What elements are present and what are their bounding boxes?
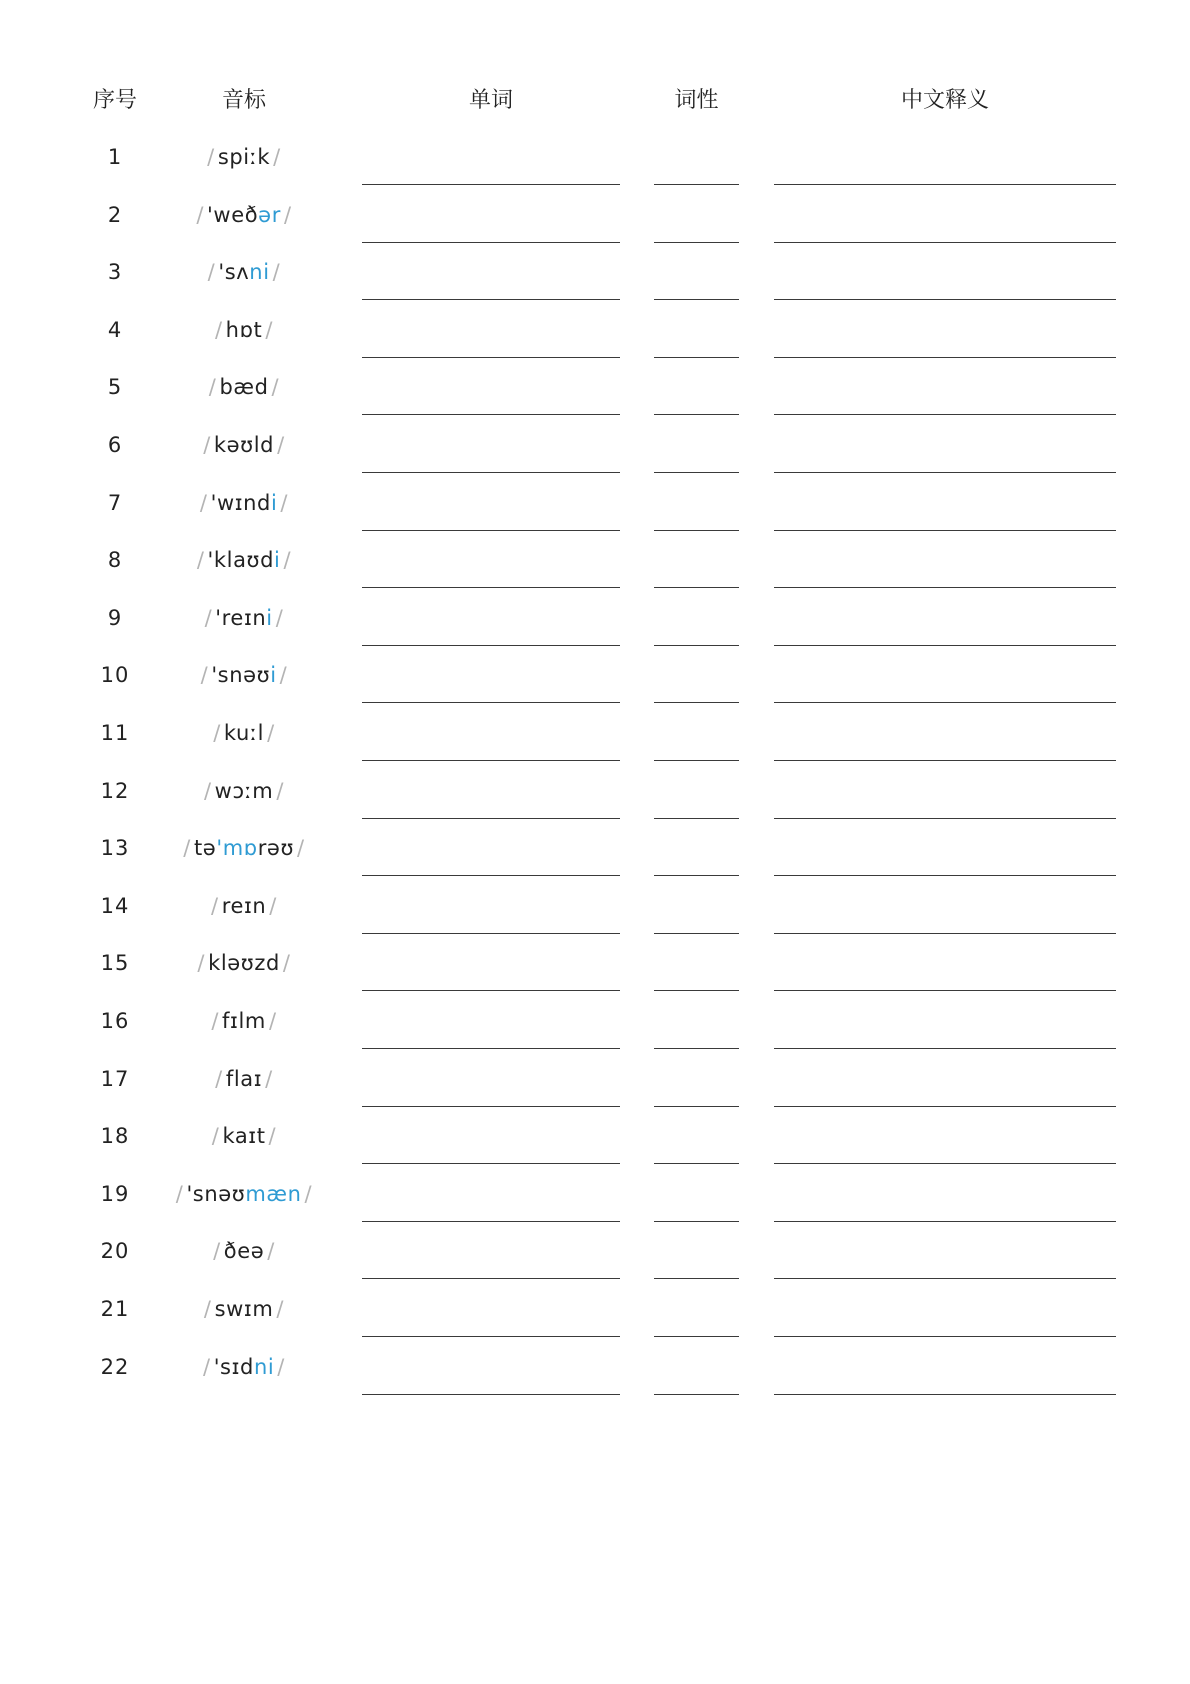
- pos-blank-line: [654, 587, 739, 588]
- word-blank-line: [362, 1106, 620, 1107]
- slash-close: /: [283, 202, 292, 227]
- phonetic-transcription: [159, 1059, 329, 1099]
- vocab-row: [0, 1059, 1190, 1117]
- phonetic-transcription: [159, 425, 329, 465]
- row-number: 11: [100, 721, 130, 745]
- row-number: 4: [107, 317, 123, 342]
- pos-blank-line: [654, 299, 739, 300]
- phonetic-segment: tə: [193, 836, 217, 861]
- slash-open: /: [214, 317, 223, 342]
- vocab-row: [0, 1001, 1190, 1059]
- phonetic-segment: 'sʌ: [218, 260, 250, 285]
- slash-close: /: [273, 145, 281, 169]
- row-number: 12: [100, 778, 130, 803]
- word-blank-line: [362, 357, 620, 358]
- phonetic-segment: rəʊ: [257, 836, 295, 861]
- phonetic-segment: kləʊzd: [208, 951, 280, 976]
- phonetic-segment: kəʊld: [213, 433, 275, 457]
- slash-close: /: [267, 1239, 275, 1264]
- vocab-row: [0, 137, 1190, 195]
- slash-close: /: [280, 490, 289, 515]
- meaning-blank-line: [774, 760, 1116, 761]
- phonetic-segment: 'reɪn: [215, 605, 267, 630]
- phonetic-highlight: mæn: [245, 1181, 302, 1206]
- slash-close: /: [276, 778, 285, 803]
- pos-blank-line: [654, 530, 739, 531]
- pos-blank-line: [654, 1048, 739, 1049]
- slash-open: /: [203, 1297, 212, 1321]
- slash-close: /: [268, 1124, 277, 1149]
- word-blank-line: [362, 242, 620, 243]
- slash-open: /: [196, 548, 205, 573]
- phonetic-segment: hɒt: [225, 317, 263, 342]
- phonetic-segment: wɔːm: [214, 778, 274, 803]
- row-number: 17: [100, 1066, 130, 1091]
- slash-open: /: [203, 433, 211, 457]
- vocab-row: [0, 367, 1190, 425]
- row-number: 9: [107, 605, 123, 630]
- row-number: 21: [100, 1297, 130, 1321]
- row-number: 3: [107, 260, 123, 285]
- slash-open: /: [204, 605, 213, 630]
- row-number: 2: [107, 202, 123, 227]
- vocab-row: [0, 771, 1190, 829]
- slash-close: /: [304, 1181, 313, 1206]
- row-number: 19: [100, 1181, 130, 1206]
- word-blank-line: [362, 645, 620, 646]
- slash-close: /: [275, 605, 284, 630]
- phonetic-highlight: ni: [249, 260, 270, 285]
- phonetic-segment: swɪm: [214, 1297, 274, 1321]
- row-number: 18: [100, 1124, 130, 1149]
- row-number: 22: [100, 1354, 130, 1379]
- row-number: 8: [107, 548, 123, 573]
- meaning-blank-line: [774, 242, 1116, 243]
- vocab-row: [0, 1347, 1190, 1405]
- slash-close: /: [268, 1009, 277, 1033]
- meaning-blank-line: [774, 818, 1116, 819]
- phonetic-segment: ðeə: [223, 1239, 265, 1264]
- word-blank-line: [362, 1278, 620, 1279]
- slash-open: /: [183, 836, 191, 861]
- phonetic-transcription: [159, 1231, 329, 1271]
- pos-blank-line: [654, 414, 739, 415]
- header-word: 单词: [468, 88, 513, 113]
- meaning-blank-line: [774, 1221, 1116, 1222]
- meaning-blank-line: [774, 357, 1116, 358]
- slash-open: /: [211, 1124, 220, 1149]
- phonetic-segment: 'snəʊ: [186, 1181, 246, 1206]
- pos-blank-line: [654, 184, 739, 185]
- meaning-blank-line: [774, 933, 1116, 934]
- meaning-blank-line: [774, 1336, 1116, 1337]
- meaning-blank-line: [774, 875, 1116, 876]
- row-number: 10: [100, 663, 130, 688]
- meaning-blank-line: [774, 990, 1116, 991]
- pos-blank-line: [654, 1106, 739, 1107]
- slash-close: /: [277, 433, 285, 457]
- slash-open: /: [199, 490, 208, 515]
- word-blank-line: [362, 990, 620, 991]
- phonetic-transcription: [159, 1174, 329, 1214]
- slash-close: /: [267, 721, 275, 745]
- slash-open: /: [213, 721, 221, 745]
- row-number: 6: [107, 433, 123, 457]
- phonetic-highlight: ər: [258, 202, 281, 227]
- slash-close: /: [269, 893, 277, 918]
- meaning-blank-line: [774, 530, 1116, 531]
- meaning-blank-line: [774, 414, 1116, 415]
- phonetic-transcription: [159, 1116, 329, 1156]
- vocab-row: [0, 886, 1190, 944]
- meaning-blank-line: [774, 1106, 1116, 1107]
- word-blank-line: [362, 1221, 620, 1222]
- pos-blank-line: [654, 933, 739, 934]
- meaning-blank-line: [774, 645, 1116, 646]
- word-blank-line: [362, 818, 620, 819]
- slash-close: /: [265, 317, 274, 342]
- slash-close: /: [277, 1354, 285, 1379]
- word-blank-line: [362, 587, 620, 588]
- phonetic-highlight: 'mɒ: [216, 836, 258, 861]
- phonetic-transcription: [159, 367, 329, 407]
- row-number: 7: [107, 490, 123, 515]
- slash-close: /: [276, 1297, 285, 1321]
- row-number: 20: [100, 1239, 130, 1264]
- pos-blank-line: [654, 242, 739, 243]
- phonetic-transcription: [159, 598, 329, 638]
- word-blank-line: [362, 299, 620, 300]
- header-part-of-speech: 词性: [674, 88, 719, 113]
- slash-close: /: [283, 548, 292, 573]
- vocab-row: [0, 252, 1190, 310]
- meaning-blank-line: [774, 587, 1116, 588]
- vocab-row: [0, 1174, 1190, 1232]
- slash-open: /: [200, 663, 209, 688]
- meaning-blank-line: [774, 299, 1116, 300]
- phonetic-transcription: [159, 828, 329, 868]
- phonetic-transcription: [159, 655, 329, 695]
- word-blank-line: [362, 1394, 620, 1395]
- vocab-row: [0, 828, 1190, 886]
- meaning-blank-line: [774, 1163, 1116, 1164]
- slash-close: /: [282, 951, 291, 976]
- phonetic-highlight: i: [274, 548, 281, 573]
- slash-open: /: [197, 951, 206, 976]
- word-blank-line: [362, 184, 620, 185]
- slash-open: /: [215, 1066, 223, 1091]
- meaning-blank-line: [774, 472, 1116, 473]
- row-number: 14: [100, 893, 130, 918]
- slash-close: /: [279, 663, 288, 688]
- phonetic-segment: 'wɪnd: [210, 490, 271, 515]
- vocab-row: [0, 425, 1190, 483]
- slash-open: /: [196, 202, 205, 227]
- phonetic-transcription: [159, 886, 329, 926]
- header-phonetic: 音标: [221, 88, 266, 113]
- phonetic-transcription: [159, 137, 329, 177]
- vocab-row: [0, 943, 1190, 1001]
- slash-open: /: [203, 1354, 211, 1379]
- vocab-row: [0, 1116, 1190, 1174]
- meaning-blank-line: [774, 1394, 1116, 1395]
- vocab-row: [0, 310, 1190, 368]
- word-blank-line: [362, 414, 620, 415]
- header-chinese-meaning: 中文释义: [900, 88, 989, 113]
- pos-blank-line: [654, 357, 739, 358]
- slash-open: /: [203, 778, 212, 803]
- slash-open: /: [207, 260, 216, 285]
- phonetic-segment: 'klaʊd: [207, 548, 275, 573]
- phonetic-highlight: i: [270, 663, 277, 688]
- phonetic-transcription: [159, 195, 329, 235]
- vocab-row: [0, 540, 1190, 598]
- phonetic-segment: 'snəʊ: [211, 663, 271, 688]
- pos-blank-line: [654, 818, 739, 819]
- phonetic-segment: kuːl: [223, 721, 265, 745]
- row-number: 1: [107, 145, 123, 169]
- vocab-row: [0, 483, 1190, 541]
- phonetic-segment: 'sɪd: [213, 1354, 254, 1379]
- meaning-blank-line: [774, 184, 1116, 185]
- word-blank-line: [362, 472, 620, 473]
- phonetic-transcription: [159, 771, 329, 811]
- pos-blank-line: [654, 1163, 739, 1164]
- word-blank-line: [362, 1336, 620, 1337]
- slash-close: /: [272, 260, 281, 285]
- phonetic-transcription: [159, 1347, 329, 1387]
- phonetic-highlight: ni: [253, 1354, 275, 1379]
- phonetic-segment: reɪn: [221, 893, 267, 918]
- meaning-blank-line: [774, 1048, 1116, 1049]
- word-blank-line: [362, 1048, 620, 1049]
- phonetic-segment: kaɪt: [222, 1124, 266, 1149]
- phonetic-transcription: [159, 713, 329, 753]
- pos-blank-line: [654, 990, 739, 991]
- phonetic-transcription: [159, 943, 329, 983]
- phonetic-transcription: [159, 252, 329, 292]
- row-number: 13: [100, 836, 130, 861]
- row-number: 15: [100, 951, 130, 976]
- word-blank-line: [362, 933, 620, 934]
- row-number: 16: [100, 1009, 130, 1033]
- pos-blank-line: [654, 760, 739, 761]
- slash-open: /: [207, 145, 215, 169]
- word-blank-line: [362, 1163, 620, 1164]
- pos-blank-line: [654, 1221, 739, 1222]
- vocab-row: [0, 598, 1190, 656]
- slash-open: /: [213, 1239, 221, 1264]
- slash-open: /: [208, 375, 217, 400]
- meaning-blank-line: [774, 1278, 1116, 1279]
- slash-close: /: [297, 836, 305, 861]
- pos-blank-line: [654, 875, 739, 876]
- slash-close: /: [265, 1066, 273, 1091]
- pos-blank-line: [654, 1394, 739, 1395]
- pos-blank-line: [654, 1336, 739, 1337]
- phonetic-segment: spiːk: [217, 145, 271, 169]
- row-number: 5: [107, 375, 123, 400]
- word-blank-line: [362, 530, 620, 531]
- phonetic-segment: fɪlm: [222, 1009, 266, 1033]
- vocab-row: [0, 195, 1190, 253]
- vocab-row: [0, 1289, 1190, 1347]
- slash-open: /: [175, 1181, 184, 1206]
- phonetic-highlight: i: [266, 605, 273, 630]
- pos-blank-line: [654, 1278, 739, 1279]
- pos-blank-line: [654, 645, 739, 646]
- word-blank-line: [362, 760, 620, 761]
- phonetic-segment: flaɪ: [225, 1066, 263, 1091]
- phonetic-transcription: [159, 483, 329, 523]
- pos-blank-line: [654, 472, 739, 473]
- phonetic-transcription: [159, 540, 329, 580]
- meaning-blank-line: [774, 702, 1116, 703]
- phonetic-transcription: [159, 310, 329, 350]
- word-blank-line: [362, 875, 620, 876]
- phonetic-highlight: i: [270, 490, 278, 515]
- slash-open: /: [211, 893, 219, 918]
- phonetic-transcription: [159, 1001, 329, 1041]
- vocab-row: [0, 713, 1190, 771]
- phonetic-segment: 'weð: [207, 202, 259, 227]
- vocab-row: [0, 1231, 1190, 1289]
- phonetic-segment: bæd: [219, 375, 269, 400]
- slash-close: /: [271, 375, 280, 400]
- slash-open: /: [211, 1009, 220, 1033]
- header-index: 序号: [92, 88, 137, 113]
- vocab-row: [0, 655, 1190, 713]
- phonetic-transcription: [159, 1289, 329, 1329]
- pos-blank-line: [654, 702, 739, 703]
- word-blank-line: [362, 702, 620, 703]
